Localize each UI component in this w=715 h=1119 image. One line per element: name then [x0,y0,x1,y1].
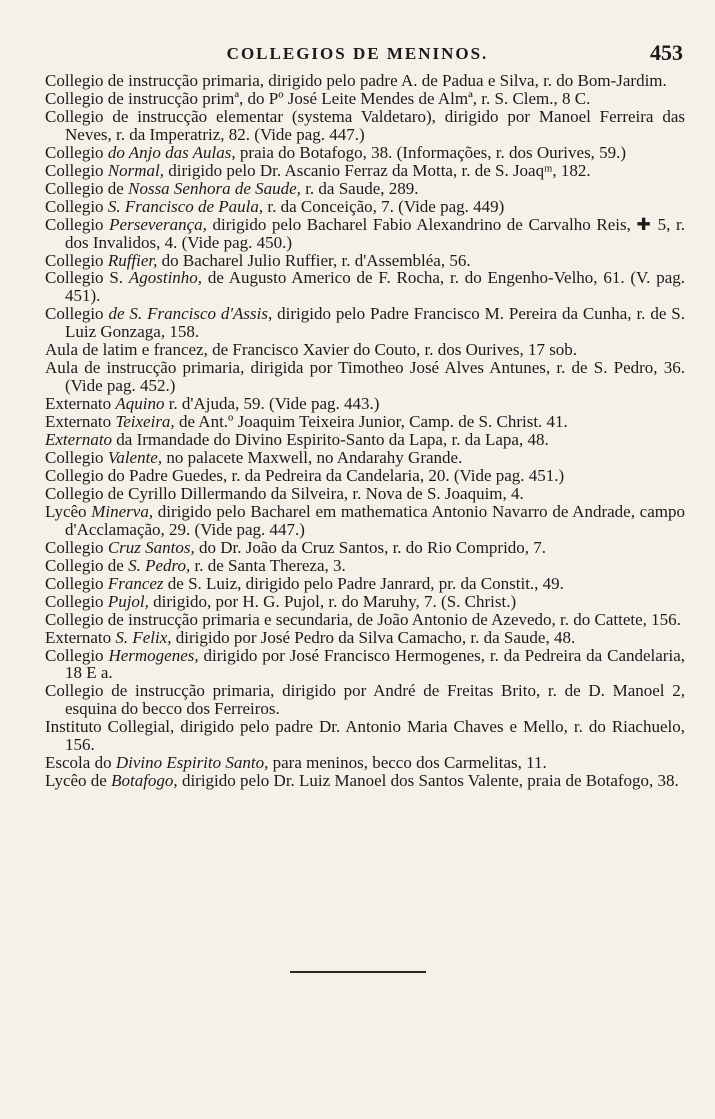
school-entry [45,269,685,305]
school-entry [45,252,685,270]
school-entry [45,395,685,413]
school-entry [45,485,685,503]
school-entry [45,216,685,252]
page-header [0,40,715,70]
school-entry [45,575,685,593]
entry-text: Aula de latim e francez, de Francisco Xavier do Couto, r. dos Ourives, 17 sob. [45,340,578,360]
school-entry [45,359,685,395]
school-entry [45,557,685,575]
entry-text: Lycêo [45,501,92,521]
entry-text: Collegio do Padre Guedes, r. da Pedreira da Candelaria, 20. (Vide pag. 451.) [45,465,565,485]
entry-italic-text: Agostinho, [128,268,203,288]
school-list [45,72,685,790]
entry-italic-text: Teixeira, [115,412,175,432]
entry-text: Collegio de instrucção primª, do Pº José Leite Mendes de Almª, r. S. Clem., 8 C. [45,88,591,108]
entry-text: Collegio [45,196,108,216]
entry-text: Externato [45,394,116,414]
entry-text: do Bacharel Julio Ruffier, r. d'Assembléa, 56. [157,250,471,270]
entry-text: Collegio de instrucção primaria, dirigido por André de Freitas Brito, r. de D. Manoel 2, esquina do becco dos Ferreiros. [45,681,685,719]
school-entry [45,539,685,557]
entry-text: dirigido por José Pedro da Silva Camacho, r. da Saude, 48. [171,627,576,647]
entry-italic-text: Perseverança, [109,214,207,234]
entry-italic-text: Divino Espirito Santo, [115,753,269,773]
school-entry [45,772,685,790]
school-entry [45,90,685,108]
entry-text: Externato [45,412,116,432]
entry-text: dirigido pelo Padre Francisco M. Pereira da Cunha, r. de S. Luiz Gonzaga, 158. [65,304,685,342]
entry-text: para meninos, becco dos Carmelitas, 11. [268,753,547,773]
entry-text: Collegio [45,250,108,270]
entry-italic-text: de S. Francisco d'Assis, [108,304,273,324]
school-entry [45,718,685,754]
entry-text: Collegio S. [45,268,129,288]
entry-italic-text: S. Felix, [115,627,172,647]
entry-text: Escola do [45,753,116,773]
entry-text: dirigido pelo Dr. Ascanio Ferraz da Motta, r. de S. Joaqᵐ, 182. [164,160,591,180]
entry-italic-text: Ruffier, [107,250,158,270]
entry-text: Collegio [45,142,108,162]
entry-italic-text: Valente, [107,448,163,468]
entry-text: de Augusto Americo de F. Rocha, r. do Engenho-Velho, 61. (V. pag. 451). [65,268,685,306]
page-number: 453 [650,40,683,65]
entry-italic-text: Aquino [115,394,165,414]
entry-italic-text: Minerva, [91,501,154,521]
entry-italic-text: Cruz Santos, [107,537,195,557]
entry-text: Lycêo de [45,771,112,791]
school-entry [45,467,685,485]
school-entry [45,449,685,467]
entry-italic-text: Francez [107,573,164,593]
entry-text: Collegio [45,160,108,180]
school-entry [45,180,685,198]
entry-text: Collegio de instrucção primaria e secundaria, de João Antonio de Azevedo, r. do Cattete, 156. [45,609,681,629]
entry-text: Collegio de Cyrillo Dillermando da Silveira, r. Nova de S. Joaquim, 4. [45,483,524,503]
school-entry [45,503,685,539]
entry-text: r. de Santa Thereza, 3. [190,555,346,575]
school-entry [45,72,685,90]
entry-text: dirigido pelo Bacharel em mathematica Antonio Navarro de Andrade, campo d'Acclamação, 29. (Vide pag. 447.) [65,501,685,539]
entry-text: no palacete Maxwell, no Andarahy Grande. [162,448,463,468]
entry-text: Collegio [45,573,108,593]
entry-italic-text: Botafogo, [111,771,178,791]
school-entry [45,162,685,180]
school-entry [45,198,685,216]
school-entry [45,611,685,629]
entry-text: Collegio [45,304,109,324]
school-entry [45,754,685,772]
entry-italic-text: Pujol, [107,591,149,611]
entry-text: Collegio de [45,178,129,198]
entry-text: dirigido pelo Bacharel Fabio Alexandrino de Carvalho Reis, ✚ 5, r. dos Invalidos, 4. (Vide pag. 450.) [65,214,685,252]
entry-text: de Ant.º Joaquim Teixeira Junior, Camp. de S. Christ. 41. [174,412,568,432]
entry-text: de S. Luiz, dirigido pelo Padre Janrard, pr. da Constit., 49. [163,573,564,593]
entry-text: r. da Saude, 289. [300,178,419,198]
school-entry [45,413,685,431]
closing-rule [290,971,426,973]
entry-text: do Dr. João da Cruz Santos, r. do Rio Comprido, 7. [194,537,547,557]
entry-italic-text: Hermogenes, [108,645,199,665]
entry-text: Collegio [45,214,110,234]
entry-text: dirigido pelo Dr. Luiz Manoel dos Santos Valente, praia de Botafogo, 38. [177,771,679,791]
entry-text: Instituto Collegial, dirigido pelo padre Dr. Antonio Maria Chaves e Mello, r. do Riachuelo, 156. [45,717,685,755]
school-entry [45,629,685,647]
entry-text: Collegio de [45,555,129,575]
school-entry [45,647,685,683]
entry-text: Externato [45,627,116,647]
school-entry [45,305,685,341]
entry-text: da Irmandade do Divino Espirito-Santo da Lapa, r. da Lapa, 48. [112,430,549,450]
entry-text: praia do Botafogo, 38. (Informações, r. dos Ourives, 59.) [235,142,627,162]
school-entry [45,431,685,449]
entry-italic-text: do Anjo das Aulas, [107,142,236,162]
school-entry [45,144,685,162]
running-title: COLLEGIOS DE MENINOS. [226,44,489,63]
entry-text: Collegio de instrucção primaria, dirigido pelo padre A. de Padua e Silva, r. do Bom-Jardim. [45,71,667,90]
school-entry [45,108,685,144]
entry-text: r. da Conceição, 7. (Vide pag. 449) [263,196,505,216]
entry-text: dirigido por José Francisco Hermogenes, r. da Pedreira da Candelaria, 18 E a. [65,645,685,683]
entry-italic-text: Nossa Senhora de Saude, [128,178,301,198]
entry-text: Collegio [45,448,108,468]
entry-text: r. d'Ajuda, 59. (Vide pag. 443.) [164,394,380,414]
school-entry [45,682,685,718]
entry-italic-text: Externato [45,430,113,450]
entry-italic-text: S. Francisco de Paula, [107,196,264,216]
school-entry [45,341,685,359]
entry-text: Collegio de instrucção elementar (systema Valdetaro), dirigido por Manoel Ferreira das Neves, r. da Imperatriz, 82. (Vide pag. 447.) [45,106,685,144]
entry-text: Collegio [45,537,108,557]
entry-text: Collegio [45,591,108,611]
school-entry [45,593,685,611]
entry-italic-text: S. Pedro, [128,555,191,575]
entry-text: Collegio [45,645,109,665]
entry-text: dirigido, por H. G. Pujol, r. do Maruhy, 7. (S. Christ.) [148,591,517,611]
entry-text: Aula de instrucção primaria, dirigida por Timotheo José Alves Antunes, r. de S. Pedro, 36. (Vide pag. 452.) [45,358,685,396]
entry-italic-text: Normal, [107,160,165,180]
